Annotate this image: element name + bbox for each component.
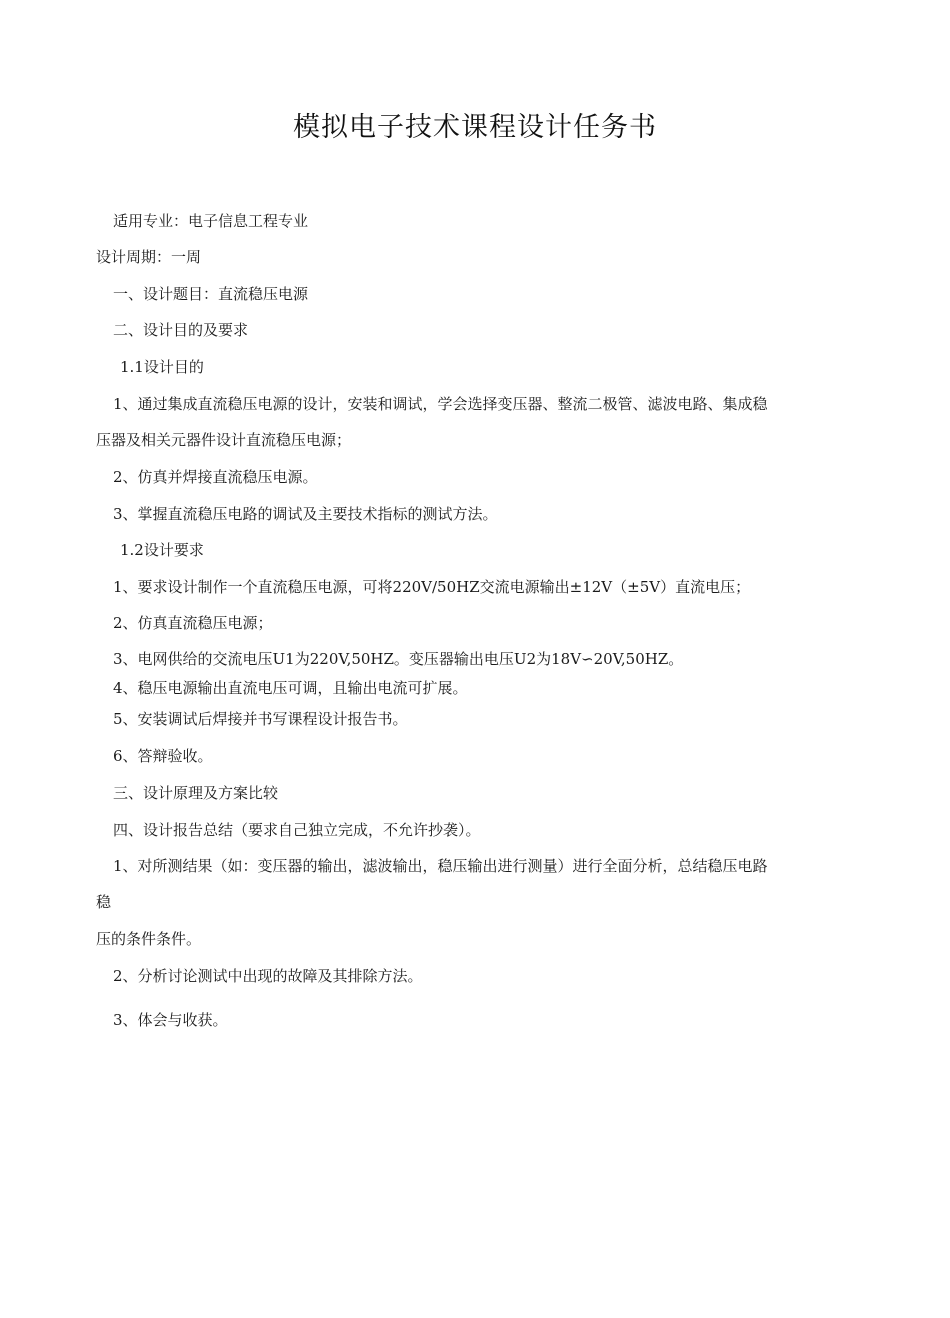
line-req-1: 1、要求设计制作一个直流稳压电源，可将220V/50HZ交流电源输出±12V（±5V）直流电压；	[113, 578, 751, 596]
line-section-4: 四、设计报告总结（要求自己独立完成，不允许抄袭）。	[113, 821, 481, 839]
line-req-4: 4、稳压电源输出直流电压可调，且输出电流可扩展。	[113, 679, 468, 697]
line-section-2: 二、设计目的及要求	[113, 321, 249, 339]
page-title: 模拟电子技术课程设计任务书	[293, 112, 657, 143]
line-summary-3: 3、体会与收获。	[113, 1011, 228, 1029]
line-goal-1: 1、通过集成直流稳压电源的设计，安装和调试，学会选择变压器、整流二极管、滤波电路、集成稳	[113, 395, 768, 413]
line-req-3: 3、电网供给的交流电压U1为220V,50HZ。变压器输出电压U2为18V∽20V,50HZ。	[113, 650, 684, 668]
line-section-3: 三、设计原理及方案比较	[113, 784, 279, 802]
line-goal-3: 3、掌握直流稳压电路的调试及主要技术指标的测试方法。	[113, 505, 498, 523]
line-subsection-1-2: 1.2设计要求	[120, 541, 204, 559]
line-section-1: 一、设计题目：直流稳压电源	[113, 285, 309, 303]
line-period: 设计周期：一周	[96, 248, 202, 266]
line-subsection-1-1: 1.1设计目的	[120, 358, 204, 376]
line-goal-1-cont: 压器及相关元器件设计直流稳压电源；	[96, 431, 352, 449]
line-req-5: 5、安装调试后焊接并书写课程设计报告书。	[113, 710, 408, 728]
line-req-2: 2、仿真直流稳压电源；	[113, 614, 273, 632]
line-major: 适用专业：电子信息工程专业	[113, 212, 309, 230]
line-summary-1: 1、对所测结果（如：变压器的输出，滤波输出，稳压输出进行测量）进行全面分析，总结稳压电路	[113, 857, 768, 875]
line-summary-1-cont: 压的条件条件。	[96, 930, 202, 948]
line-summary-1-wrap: 稳	[96, 893, 112, 911]
line-goal-2: 2、仿真并焊接直流稳压电源。	[113, 468, 318, 486]
line-summary-2: 2、分析讨论测试中出现的故障及其排除方法。	[113, 967, 423, 985]
line-req-6: 6、答辩验收。	[113, 747, 213, 765]
